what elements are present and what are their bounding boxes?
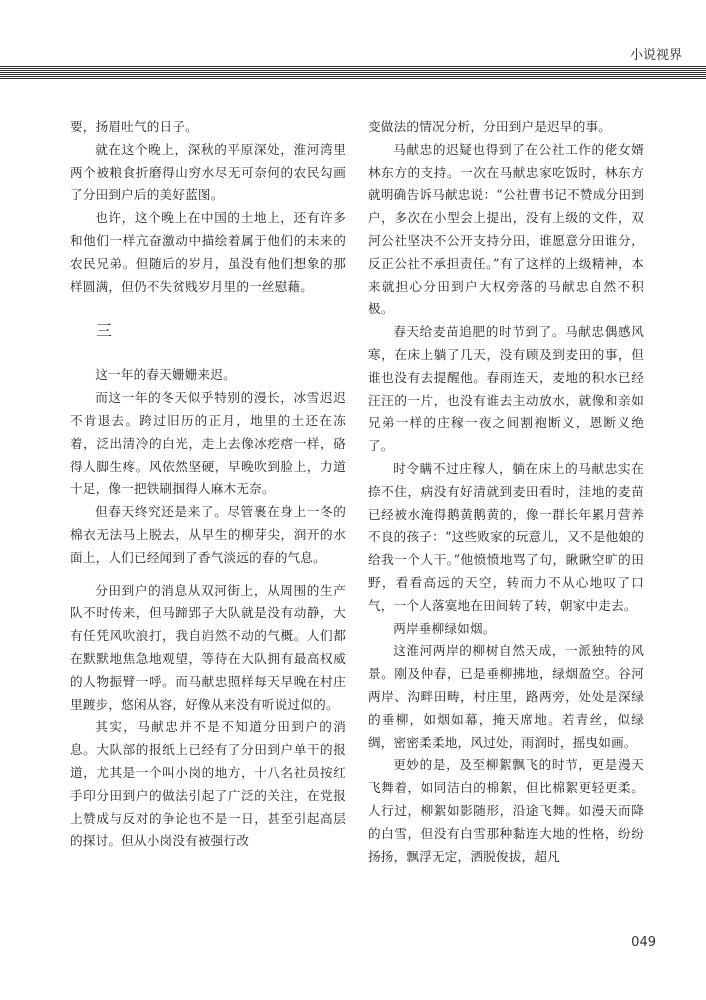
section-title: 小说视界	[629, 48, 682, 63]
spacer	[70, 570, 346, 580]
section-heading: 三	[96, 321, 113, 341]
paragraph: 而这一年的冬天似乎特别的漫长，冰雪迟迟不肯退去。跨过旧历的正月，地里的土还在冻着，泛出清冷的白光，走上去像冰疙瘩一样，硌得人脚生疼。风依然坚硬，早晚吹到脸上，力道十足，像一把铁刷掴得人麻木无奈。	[70, 390, 346, 497]
paragraph: 分田到户的消息从双河街上，从周围的生产队不时传来，但马蹄郢子大队就是没有动静，大有任凭风吹浪打，我自岿然不动的气概。人们都在默默地焦急地观望，等待在大队拥有最高权威的人物振臂一呼。而马献忠照样每天早晚在村庄里踱步，悠闲从容，好像从来没有听说过似的。	[70, 582, 346, 712]
paragraph: 春天给麦苗追肥的时节到了。马献忠偶感风寒，在床上躺了几天，没有顾及到麦田的事，但谁也没有去提醒他。春雨连天，麦地的积水已经汪汪的一片，也没有谁去主动放水，就像和亲如兄弟一样的庄稼一夜之间割袍断义，恩断义绝了。	[368, 324, 644, 454]
paragraph: 变做法的情况分析，分田到户是迟早的事。	[368, 119, 612, 134]
paragraph: 但春天终究还是来了。尽管裹在身上一冬的棉衣无法马上脱去，从早生的柳芽尖，润开的水面上，人们已经闻到了香气淡远的春的气息。	[70, 504, 346, 565]
paragraph: 要，扬眉吐气的日子。	[70, 119, 198, 134]
paragraph: 其实，马献忠并不是不知道分田到户的消息。大队部的报纸上已经有了分田到户单干的报道，尤其是一个叫小岗的地方，十八名社员按红手印分田到户的做法引起了广泛的关注，在党报上赞成与反对的争论也不是一日，甚至引起高层的探讨。但从小岗没有被强行改	[70, 719, 346, 849]
paragraph: 马献忠的迟疑也得到了在公社工作的佬女婿林东方的支持。一次在马献忠家吃饭时，林东方就明确告诉马献忠说：“公社曹书记不赞成分田到户，多次在小型会上提出，没有上级的文件，双河公社坚决不公开支持分田，谁愿意分田谁分，反正公社不承担责任。”有了这样的上级精神，本来就担心分田到户大权旁落的马献忠自然不积极。	[368, 141, 644, 317]
paragraph: 这淮河两岸的柳树自然天成，一派独特的风景。刚及仲春，已是垂柳拂地，绿烟盈空。谷河两岸、沟畔田畴，村庄里，路两旁，处处是深绿的垂柳，如烟如幕，掩天席地。若青丝，似绿绸，密密柔柔地，风过处，雨润时，摇曳如画。	[368, 643, 644, 750]
paragraph: 也许，这个晚上在中国的土地上，还有许多和他们一样亢奋激动中描绘着属于他们的未来的农民兄弟。但随后的岁月，虽没有他们想象的那样圆满，但仍不失贫贱岁月里的一丝慰藉。	[70, 210, 346, 294]
page-number: 049	[631, 935, 656, 950]
paragraph: 更妙的是，及至柳絮飘飞的时节，更是漫天飞舞着，如同洁白的棉絮，但比棉絮更轻更柔。人行过，柳絮如影随形，沿途飞舞。如漫天而降的白雪，但没有白雪那种黏连大地的性格，纷纷扬扬，飘浮无定，洒脱俊拔，超凡	[368, 757, 644, 864]
paragraph: 时令瞒不过庄稼人，躺在床上的马献忠实在捺不住，病没有好清就到麦田看时，洼地的麦苗已经被水淹得鹅黄鹅黄的，像一群长年累月营养不良的孩子：“这些败家的玩意儿，又不是他娘的给我一个人干。”他愤愤地骂了句，瞅瞅空旷的田野，看看高远的天空，转而力不从心地叹了口气，一个人落寞地在田间转了转，朝家中走去。	[368, 460, 644, 613]
paragraph: 就在这个晚上，深秋的平原深处，淮河湾里两个被粮食折磨得山穷水尽无可奈何的农民勾画了分田到户后的美好蓝图。	[70, 141, 346, 203]
right-column	[368, 116, 644, 868]
paragraph: 两岸垂柳绿如烟。	[393, 620, 496, 636]
left-column	[70, 116, 346, 853]
header-stripe-rule	[0, 66, 706, 80]
paragraph: 这一年的春天姗姗来迟。	[95, 367, 236, 383]
